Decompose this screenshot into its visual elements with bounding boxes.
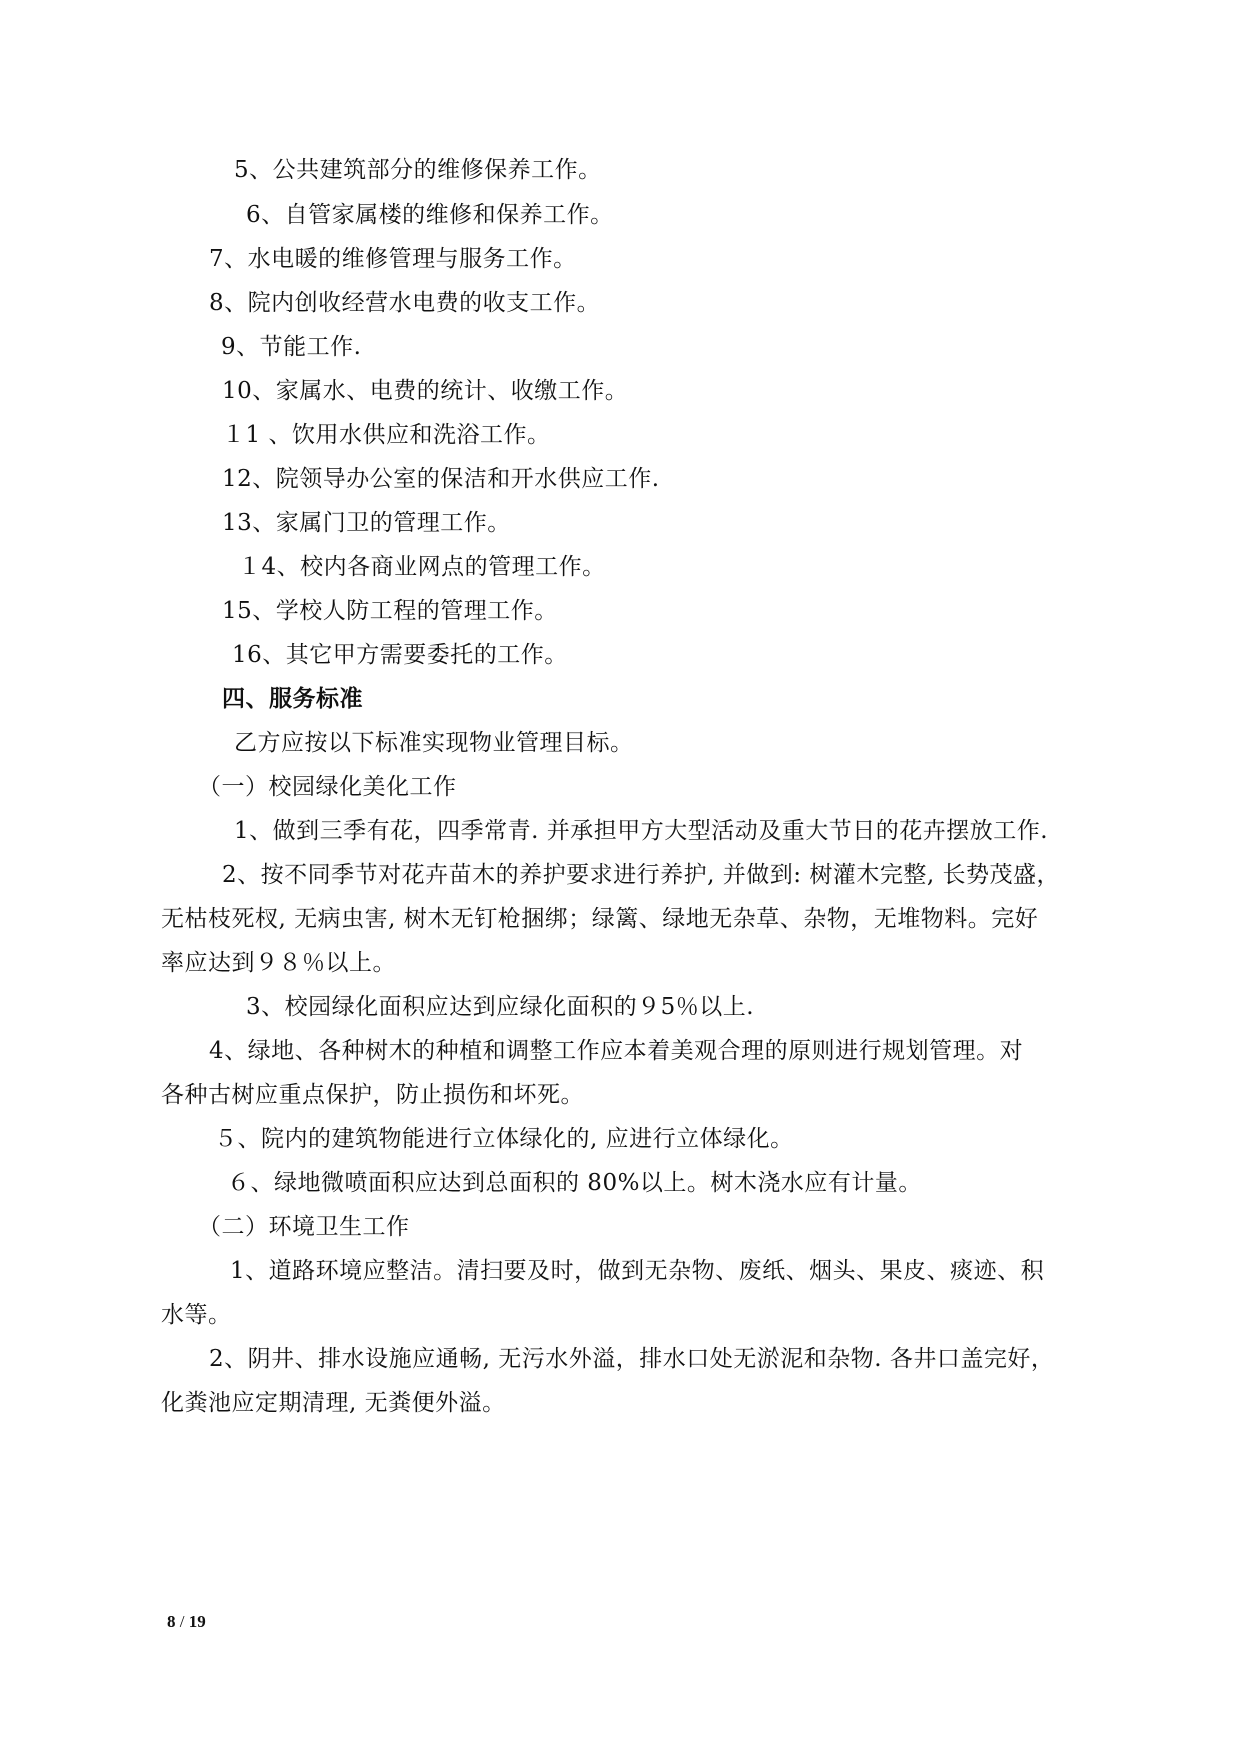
list-item: １1 、饮用水供应和洗浴工作。	[222, 422, 551, 448]
paragraph-line: 1、道路环境应整洁。清扫要及时，做到无杂物、废纸、烟头、果皮、痰迹、积	[230, 1258, 1045, 1284]
paragraph-line: ５、院内的建筑物能进行立体绿化的, 应进行立体绿化。	[214, 1126, 794, 1152]
current-page: 8	[167, 1612, 176, 1631]
paragraph-line: 3、校园绿化面积应达到应绿化面积的９5％以上.	[246, 994, 755, 1020]
list-item: 5、公共建筑部分的维修保养工作。	[234, 157, 602, 183]
list-item: 16、其它甲方需要委托的工作。	[232, 642, 568, 668]
list-item: 15、学校人防工程的管理工作。	[222, 598, 558, 624]
list-item: 10、家属水、电费的统计、收缴工作。	[222, 378, 629, 404]
paragraph-line: 化粪池应定期清理, 无粪便外溢。	[161, 1390, 506, 1416]
paragraph-line: 水等。	[161, 1302, 232, 1328]
list-item: １4、校内各商业网点的管理工作。	[238, 554, 606, 580]
section-heading: 四、服务标准	[222, 686, 363, 712]
page-separator: /	[175, 1612, 189, 1631]
list-item: 8、院内创收经营水电费的收支工作。	[209, 290, 601, 316]
list-item: 7、水电暖的维修管理与服务工作。	[209, 246, 577, 272]
paragraph-line: ６、绿地微喷面积应达到总面积的 80%以上。树木浇水应有计量。	[227, 1170, 922, 1196]
paragraph-line: 1、做到三季有花，四季常青. 并承担甲方大型活动及重大节日的花卉摆放工作.	[234, 818, 1049, 844]
page-number	[167, 1612, 206, 1632]
paragraph-line: 各种古树应重点保护，防止损伤和坏死。	[161, 1082, 584, 1108]
paragraph-line: 2、按不同季节对花卉苗木的养护要求进行养护, 并做到: 树灌木完整, 长势茂盛，	[222, 862, 1060, 888]
total-pages: 19	[188, 1612, 206, 1631]
list-item: 12、院领导办公室的保洁和开水供应工作.	[222, 466, 660, 492]
paragraph-line: 2、阴井、排水设施应通畅, 无污水外溢，排水口处无淤泥和杂物. 各井口盖完好，	[209, 1346, 1055, 1372]
list-item: 6、自管家属楼的维修和保养工作。	[246, 202, 614, 228]
list-item: 9、节能工作.	[221, 334, 362, 360]
subsection-title: （二）环境卫生工作	[198, 1214, 410, 1240]
subsection-title: （一）校园绿化美化工作	[198, 774, 457, 800]
paragraph-line: 率应达到９８％以上。	[161, 950, 396, 976]
paragraph-line: 无枯枝死杈, 无病虫害, 树木无钉枪捆绑；绿篱、绿地无杂草、杂物，无堆物料。完好	[161, 906, 1039, 932]
list-item: 13、家属门卫的管理工作。	[222, 510, 511, 536]
section-intro: 乙方应按以下标准实现物业管理目标。	[234, 730, 634, 756]
paragraph-line: 4、绿地、各种树木的种植和调整工作应本着美观合理的原则进行规划管理。对	[209, 1038, 1024, 1064]
